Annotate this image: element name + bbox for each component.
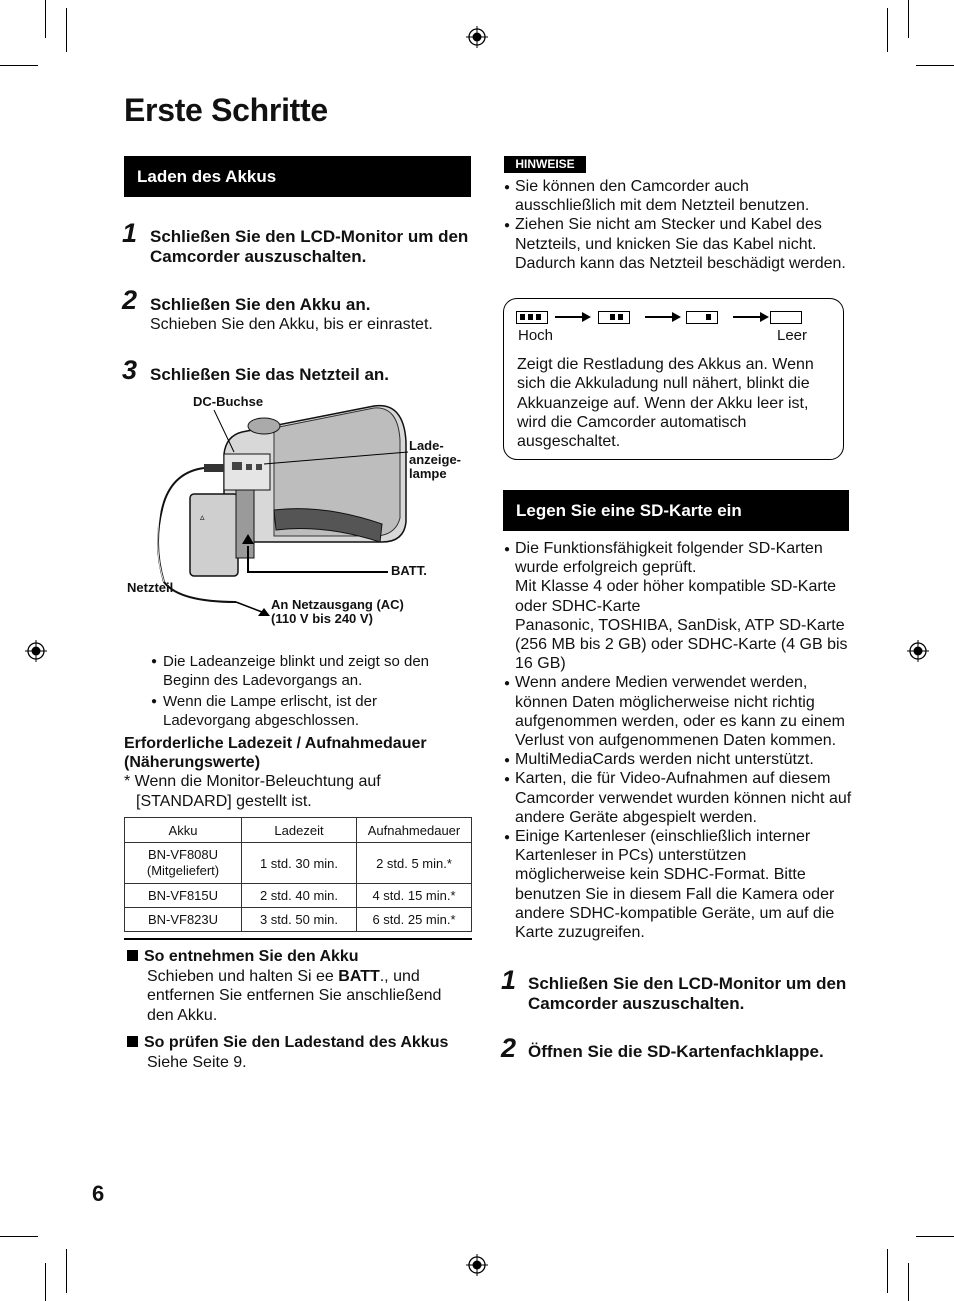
battery-two-thirds-icon	[598, 311, 630, 324]
svg-text:▵: ▵	[200, 512, 205, 522]
remove-text: ., und entfernen Sie entfernen Sie anschließend den Akku.	[147, 967, 442, 1024]
table-note: * Wenn die Monitor-Beleuchtung auf [STANDARD] gestellt ist.	[124, 773, 381, 810]
list-item: ● Karten, die für Video-Aufnahmen auf diesem Camcorder verwendet wurden können nicht auf andere Geräte abgespielt werden.	[504, 769, 852, 827]
table-cell: BN-VF823U	[125, 908, 242, 932]
battery-empty-icon	[770, 311, 802, 324]
square-bullet-icon	[127, 950, 138, 961]
step-number: 1	[122, 218, 138, 248]
table-header: Ladezeit	[242, 818, 357, 843]
square-bullet-icon	[127, 1036, 138, 1047]
step-title: Öffnen Sie die SD-Kartenfachklappe.	[528, 1042, 824, 1061]
arrow-right-icon	[645, 312, 681, 322]
table-cell: 1 std. 30 min.	[242, 843, 357, 884]
table-heading: Erforderliche Ladezeit / Aufnahmedauer (Näherungswerte)	[124, 735, 427, 771]
label-dc-jack: DC-Buchse	[193, 394, 264, 409]
step-number: 2	[122, 285, 138, 315]
list-item: ● Wenn die Lampe erlischt, ist der Ladevorgang abgeschlossen.	[151, 692, 463, 730]
battery-level-description: Zeigt die Restladung des Akkus an. Wenn sich die Akkuladung null nähert, blinkt die Akkuanzeige auf. Wenn der Akku leer ist, wird die Camcorder automatisch ausgeschaltet.	[517, 356, 814, 451]
table-cell: BN-VF815U	[125, 884, 242, 908]
table-cell: 3 std. 50 min.	[242, 908, 357, 932]
page-title: Erste Schritte	[124, 92, 328, 128]
check-text: Siehe Seite 9.	[147, 1053, 247, 1071]
table-row	[125, 884, 472, 908]
table-cell: 2 std. 5 min.*	[357, 843, 472, 884]
step-subtext: Schieben Sie den Akku, bis er einrastet.	[150, 316, 433, 333]
list-item: ● Die Ladeanzeige blinkt und zeigt so den Beginn des Ladevorgangs an.	[151, 652, 463, 690]
batt-term: BATT	[338, 967, 380, 985]
battery-full-icon	[516, 311, 548, 324]
sd-card-bullets	[504, 539, 852, 942]
label-ac-outlet: An Netzausgang (AC) (110 V bis 240 V)	[271, 597, 404, 626]
hinweise-badge: HINWEISE	[504, 156, 586, 173]
registration-mark-icon	[25, 640, 47, 662]
section-header-charging: Laden des Akkus	[124, 156, 471, 197]
table-header: Akku	[125, 818, 242, 843]
page-number: 6	[92, 1181, 105, 1206]
remove-battery-section	[127, 947, 472, 1025]
arrow-right-icon	[555, 312, 591, 322]
divider	[124, 938, 472, 940]
section-header-sd-card: Legen Sie eine SD-Karte ein	[503, 490, 849, 531]
list-item: ● Sie können den Camcorder auch ausschließlich mit dem Netzteil benutzen.	[504, 177, 848, 215]
table-row	[125, 908, 472, 932]
registration-mark-icon	[466, 1254, 488, 1276]
battery-one-third-icon	[686, 311, 718, 324]
arrow-right-icon	[733, 312, 769, 322]
table-cell: BN-VF808U (Mitgeliefert)	[125, 843, 242, 884]
step-title: Schließen Sie den LCD-Monitor um den Camcorder auszuschalten.	[150, 227, 469, 266]
list-item: ● Die Funktionsfähigkeit folgender SD-Karten wurde erfolgreich geprüft. Mit Klasse 4 oder höher kompatible SD-Karte oder SDHC-Karte Panasonic, TOSHIBA, SanDisk, ATP SD-Karte (256 MB bis 2 GB) oder SDHC-Karte (4 GB bis 16 GB)	[504, 539, 852, 673]
charge-bullets	[151, 652, 463, 730]
camcorder-charging-illustration	[124, 392, 470, 632]
step-title: Schließen Sie den LCD-Monitor um den Camcorder auszuschalten.	[528, 974, 847, 1013]
table-row	[125, 843, 472, 884]
table-cell: 2 std. 40 min.	[242, 884, 357, 908]
battery-empty-label: Leer	[777, 327, 808, 344]
step-number: 1	[501, 965, 517, 995]
remove-heading: So entnehmen Sie den Akku	[144, 948, 359, 965]
step-number: 2	[501, 1033, 517, 1063]
step-number: 3	[122, 355, 138, 385]
charging-time-table	[124, 817, 472, 932]
list-item: ● Wenn andere Medien verwendet werden, können Daten möglicherweise nicht richtig aufgenommen werden, oder es kann zu einem Verlust von aufgenommenen Daten kommen.	[504, 673, 852, 750]
registration-mark-icon	[466, 26, 488, 48]
check-heading: So prüfen Sie den Ladestand des Akkus	[144, 1034, 449, 1051]
table-cell: 6 std. 25 min.*	[357, 908, 472, 932]
label-batt: BATT.	[391, 563, 427, 578]
registration-mark-icon	[907, 640, 929, 662]
hinweise-list	[504, 177, 848, 273]
check-level-section	[127, 1033, 472, 1072]
step-title: Schließen Sie den Akku an.	[150, 295, 371, 314]
step-title: Schließen Sie das Netzteil an.	[150, 365, 390, 384]
table-header: Aufnahmedauer	[357, 818, 472, 843]
remove-text: Schieben und halten Si ee	[147, 967, 339, 985]
list-item: ● MultiMediaCards werden nicht unterstützt.	[504, 750, 852, 769]
list-item: ● Ziehen Sie nicht am Stecker und Kabel des Netzteils, und knicken Sie das Kabel nicht. Dadurch kann das Netzteil beschädigt werden.	[504, 215, 848, 273]
list-item: ● Einige Kartenleser (einschließlich interner Kartenleser in PCs) unterstützen möglicherweise kein SDHC-Format. Bitte benutzen Sie in diesem Fall die Kamera oder andere SDHC-kompatible Geräte, um auf die Karte zuzugreifen.	[504, 827, 852, 942]
table-cell: 4 std. 15 min.*	[357, 884, 472, 908]
label-ac-adapter: Netzteil	[127, 580, 174, 595]
label-charge-lamp: Lade- anzeige- lampe	[409, 438, 462, 481]
battery-high-label: Hoch	[518, 327, 554, 344]
